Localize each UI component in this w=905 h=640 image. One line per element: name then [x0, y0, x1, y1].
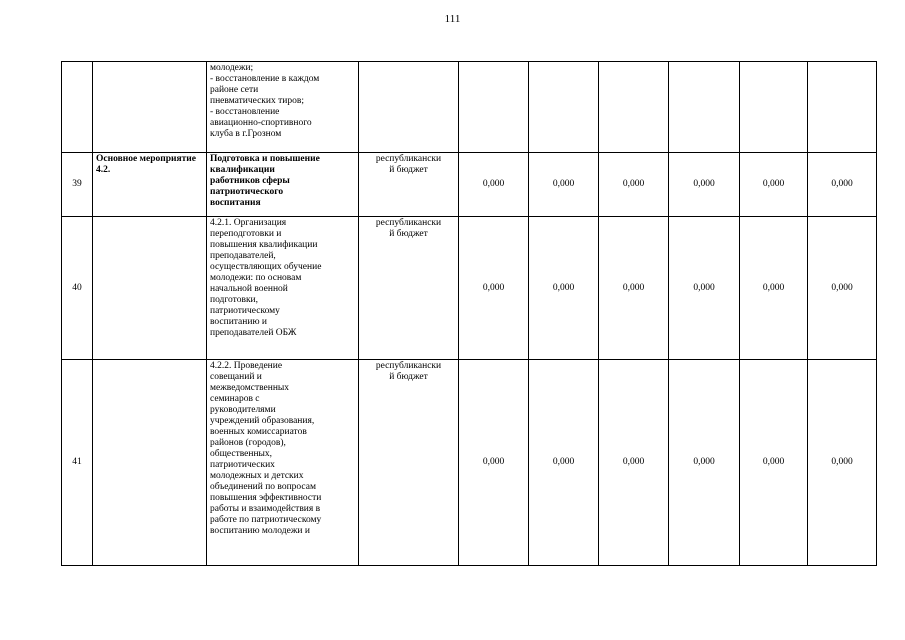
value-cell: 0,000: [808, 360, 877, 566]
event-cell: Основное мероприятие 4.2.: [93, 153, 207, 217]
value-cell: 0,000: [669, 153, 740, 217]
page-number: 111: [444, 13, 461, 25]
row-number-cell: 39: [62, 153, 93, 217]
value-cell: 0,000: [740, 153, 808, 217]
value-cell: 0,000: [740, 360, 808, 566]
table-row: [62, 217, 877, 360]
description-cell: 4.2.2. Проведение совещаний и межведомственных семинаров с руководителями учреждений образования, военных комиссариатов районов (городов), общественных, патриотических молодежных и детских объединений по вопросам повышения эффективности работы и взаимодействия в работе по патриотическому воспитанию молодежи и: [207, 360, 359, 566]
value-cell: [808, 62, 877, 153]
value-cell: 0,000: [459, 217, 529, 360]
value-cell: [740, 62, 808, 153]
event-cell: [93, 360, 207, 566]
source-cell: республикански й бюджет: [359, 360, 459, 566]
table-row: [62, 360, 877, 566]
value-cell: 0,000: [529, 153, 599, 217]
value-cell: 0,000: [459, 153, 529, 217]
value-cell: [599, 62, 669, 153]
value-cell: 0,000: [529, 217, 599, 360]
value-cell: 0,000: [808, 217, 877, 360]
event-cell: [93, 62, 207, 153]
description-cell: Подготовка и повышение квалификации работников сферы патриотического воспитания: [207, 153, 359, 217]
value-cell: 0,000: [669, 217, 740, 360]
value-cell: 0,000: [529, 360, 599, 566]
table-row: [62, 153, 877, 217]
value-cell: 0,000: [459, 360, 529, 566]
value-cell: 0,000: [599, 217, 669, 360]
value-cell: 0,000: [599, 153, 669, 217]
value-cell: 0,000: [669, 360, 740, 566]
source-cell: республикански й бюджет: [359, 217, 459, 360]
source-cell: [359, 62, 459, 153]
value-cell: [669, 62, 740, 153]
description-cell: 4.2.1. Организация переподготовки и повышения квалификации преподавателей, осуществляющих обучение молодежи: по основам начальной военной подготовки, патриотическому воспитанию и преподавателей ОБЖ: [207, 217, 359, 360]
event-cell: [93, 217, 207, 360]
value-cell: 0,000: [740, 217, 808, 360]
budget-table: [61, 61, 877, 566]
value-cell: [459, 62, 529, 153]
value-cell: 0,000: [808, 153, 877, 217]
row-number-cell: [62, 62, 93, 153]
value-cell: [529, 62, 599, 153]
table-row: [62, 62, 877, 153]
row-number-cell: 41: [62, 360, 93, 566]
value-cell: 0,000: [599, 360, 669, 566]
row-number-cell: 40: [62, 217, 93, 360]
source-cell: республикански й бюджет: [359, 153, 459, 217]
description-cell: молодежи; - восстановление в каждом районе сети пневматических тиров; - восстановление авиационно-спортивного клуба в г.Грозном: [207, 62, 359, 153]
